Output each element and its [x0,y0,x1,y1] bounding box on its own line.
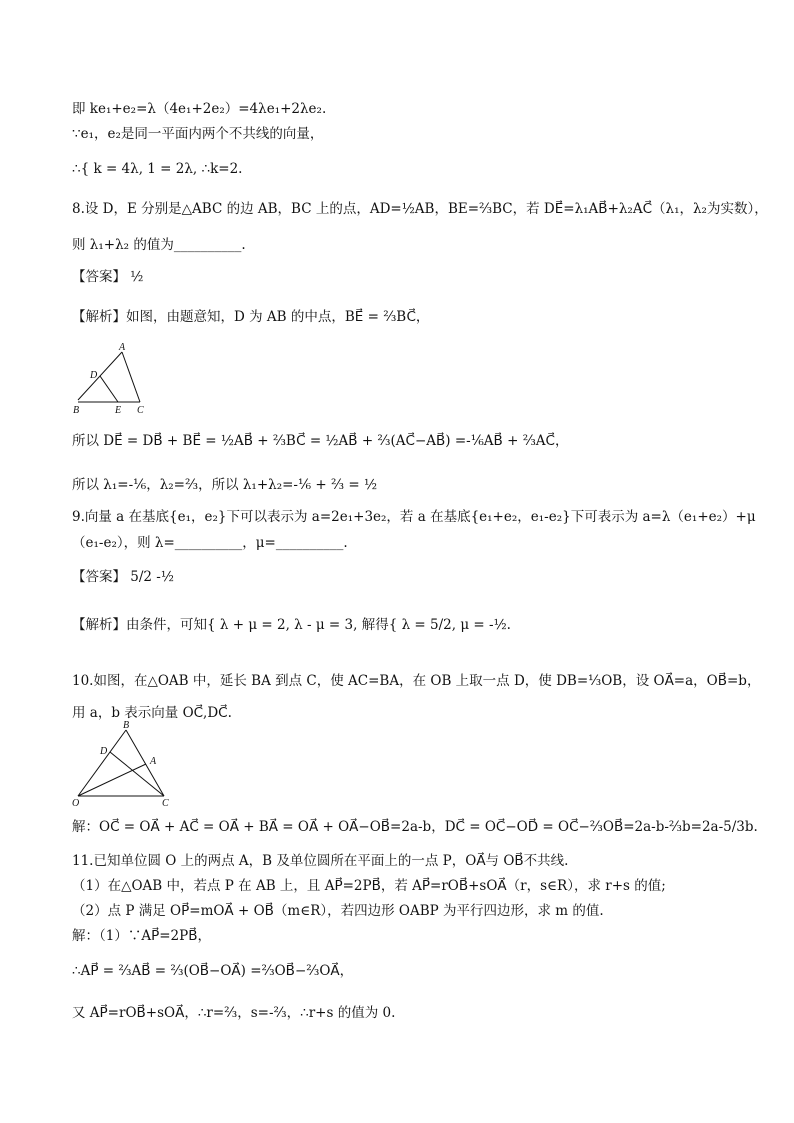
label-A: A [150,756,157,767]
text-line: 所以 λ₁=-⅙，λ₂=⅔，所以 λ₁+λ₂=-⅙ + ⅔ = ½ [72,477,378,493]
label-A: A [119,342,126,353]
text-line: 则 λ₁+λ₂ 的值为__________. [72,237,246,253]
text-line: （2）点 P 满足 OP⃗=mOA⃗ + OB⃗（m∈R），若四边形 OABP 为平行四边形，求 m 的值. [72,903,604,919]
answer-9: 【答案】 5/2 -½ [72,569,174,585]
text-line: 用 a，b 表示向量 OC⃗,DC⃗. [72,705,232,721]
triangle-oab-figure [66,720,181,808]
triangle-abc-figure [70,340,160,418]
label-B: B [123,720,130,731]
text-line: ∵e₁，e₂是同一平面内两个不共线的向量， [72,126,324,142]
solution-10: 解：OC⃗ = OA⃗ + AC⃗ = OA⃗ + BA⃗ = OA⃗ + OA⃗−OB⃗=2a-b，DC⃗ = OC⃗−OD⃗ = OC⃗−⅔OB⃗=2a-b-⅔b=2a-5/3b. [72,819,758,835]
label-C: C [162,798,169,808]
label-D: D [100,746,108,757]
text-line: 即 ke₁+e₂=λ（4e₁+2e₂）=4λe₁+2λe₂. [72,101,327,117]
text-line: ∴{ k = 4λ, 1 = 2λ, ∴k=2. [72,161,243,177]
label-C: C [137,405,144,416]
label-O: O [72,798,80,808]
analysis-8: 【解析】如图，由题意知，D 为 AB 的中点，BE⃗ = ⅔BC⃗， [72,309,430,325]
problem-11-statement: 11.已知单位圆 O 上的两点 A，B 及单位圆所在平面上的一点 P，OA⃗与 OB⃗不共线. [72,853,569,869]
text-line: 所以 DE⃗ = DB⃗ + BE⃗ = ½AB⃗ + ⅔BC⃗ = ½AB⃗ + ⅔(AC⃗−AB⃗) =-⅙AB⃗ + ⅔AC⃗， [72,433,569,449]
analysis-9: 【解析】由条件，可知{ λ + μ = 2, λ - μ = 3, 解得{ λ = 5/2, μ = -½. [72,617,511,633]
answer-8: 【答案】 ½ [72,269,144,285]
text-line: 解：（1）∵AP⃗=2PB⃗， [72,928,211,944]
text-line: ∴AP⃗ = ⅔AB⃗ = ⅔(OB⃗−OA⃗) =⅔OB⃗−⅔OA⃗， [72,963,354,979]
label-B: B [73,405,80,416]
label-D: D [90,370,98,381]
problem-9-statement: 9.向量 a 在基底{e₁，e₂}下可以表示为 a=2e₁+3e₂，若 a 在基底{e₁+e₂，e₁-e₂}下可表示为 a=λ（e₁+e₂）+μ [72,509,756,525]
problem-8-statement: 8.设 D，E 分别是△ABC 的边 AB，BC 上的点，AD=½AB，BE=⅔BC，若 DE⃗=λ₁AB⃗+λ₂AC⃗（λ₁，λ₂为实数）， [72,201,768,217]
text-line: （e₁-e₂），则 λ=__________，μ=__________. [72,535,348,551]
problem-10-statement: 10.如图，在△OAB 中，延长 BA 到点 C，使 AC=BA，在 OB 上取一点 D，使 DB=⅓OB，设 OA⃗=a，OB⃗=b， [72,673,761,689]
text-line: （1）在△OAB 中，若点 P 在 AB 上，且 AP⃗=2PB⃗，若 AP⃗=rOB⃗+sOA⃗（r，s∈R），求 r+s 的值; [72,878,666,894]
label-E: E [115,405,122,416]
text-line: 又 AP⃗=rOB⃗+sOA⃗，∴r=⅔，s=-⅔，∴r+s 的值为 0. [72,1005,396,1021]
